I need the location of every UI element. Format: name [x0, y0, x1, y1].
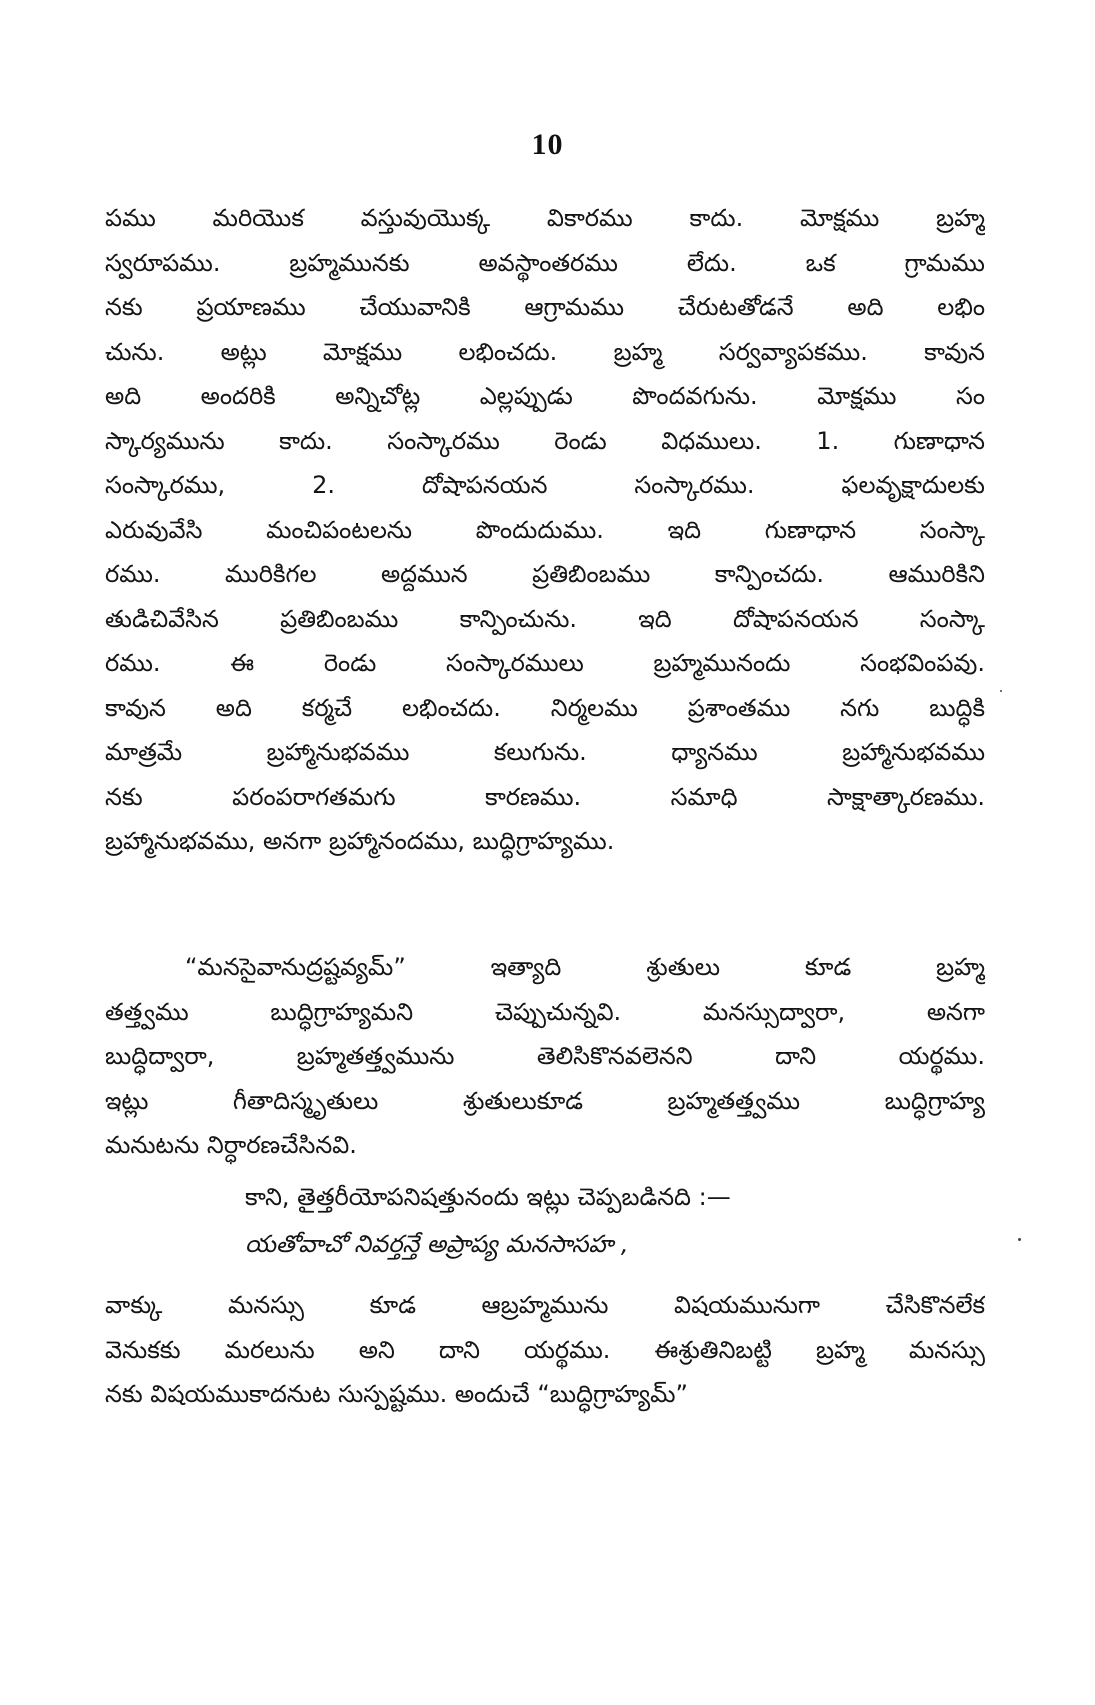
text-line: బ్రహ్మానుభవము, అనగా బ్రహ్మానందము, బుద్ధిగ్రాహ్యము. [105, 827, 615, 855]
paragraph-1 [105, 196, 985, 864]
text-line: వాక్కు మనస్సు కూడ ఆబ్రహ్మమును విషయమునుగా చేసికొనలేక [105, 1291, 985, 1319]
text-line: అది అందరికి అన్నిచోట్ల ఎల్లప్పుడు పొందవగును. మోక్షము సం [105, 382, 985, 410]
text-line: ఎరువువేసి మంచిపంటలను పొందుదుము. ఇది గుణాధాన సంస్కా [105, 515, 985, 544]
text-line: నకు ప్రయాణము చేయువానికి ఆగ్రామము చేరుటతోడనే అది లభిం [105, 293, 985, 321]
text-line: రము. ఈ రెండు సంస్కారములు బ్రహ్మమునందు సంభవింపవు. [105, 649, 985, 677]
paragraph-3 [105, 1283, 985, 1417]
page-number: 10 [531, 128, 564, 161]
text-line: స్వరూపము. బ్రహ్మమునకు అవస్థాంతరము లేదు. ఒక గ్రామము [105, 248, 985, 277]
verse-line: యతోవాచో నివర్తన్తే అప్రాప్య మనసాసహ , [245, 1230, 629, 1258]
paragraph-2 [105, 945, 985, 1168]
text-line: నకు పరంపరాగతమగు కారణము. సమాధి సాక్షాత్కారణము. [105, 782, 985, 811]
text-line: వెనుకకు మరలును అని దాని యర్థము. ఈశ్రుతినిబట్టి బ్రహ్మ మనస్సు [105, 1335, 985, 1364]
text-line: చును. అట్లు మోక్షము లభించదు. బ్రహ్మ సర్వవ్యాపకము. కావున [105, 337, 985, 366]
text-line: తత్త్వము బుద్ధిగ్రాహ్యమని చెప్పుచున్నవి. మనస్సుద్వారా, అనగా [105, 997, 985, 1026]
text-line: మాత్రమే బ్రహ్మానుభవము కలుగును. ధ్యానము బ్రహ్మానుభవము [105, 738, 985, 766]
text-line: నకు విషయముకాదనుట సుస్పష్టము. అందుచే “బుద్ధిగ్రాహ్యమ్” [105, 1380, 688, 1408]
text-line: మనుటను నిర్ధారణచేసినవి. [105, 1131, 357, 1159]
text-line: ఇట్లు గీతాదిస్మృతులు శ్రుతులుకూడ బ్రహ్మతత్త్వము బుద్ధిగ్రాహ్య [105, 1086, 985, 1115]
scan-speck [1000, 690, 1002, 692]
verse-intro: కాని, తైత్తరీయోపనిషత్తునందు ఇట్లు చెప్పబడినది :— [245, 1183, 731, 1211]
text-line: బుద్ధిద్వారా, బ్రహ్మతత్త్వమును తెలిసికొనవలెనని దాని యర్థము. [105, 1042, 985, 1070]
scan-speck [1018, 1238, 1021, 1241]
text-line: స్కార్యమును కాదు. సంస్కారము రెండు విధములు. 1. గుణాధాన [105, 426, 985, 455]
text-line: పము మరియొక వస్తువుయొక్క వికారము కాదు. మోక్షము బ్రహ్మ [105, 204, 985, 232]
text-line: “మనసైవానుద్రష్టవ్యమ్” ఇత్యాది శ్రుతులు కూడ బ్రహ్మ [185, 953, 985, 981]
text-line: తుడిచివేసిన ప్రతిబింబము కాన్పించును. ఇది దోషాపనయన సంస్కా [105, 604, 985, 633]
text-line: సంస్కారము, 2. దోషాపనయన సంస్కారము. ఫలవృక్షాదులకు [105, 471, 985, 499]
text-line: కావున అది కర్మచే లభించదు. నిర్మలము ప్రశాంతము నగు బుద్ధికి [105, 693, 985, 722]
text-line: రము. మురికిగల అద్దమున ప్రతిబింబము కాన్పించదు. ఆమురికిని [105, 560, 985, 588]
